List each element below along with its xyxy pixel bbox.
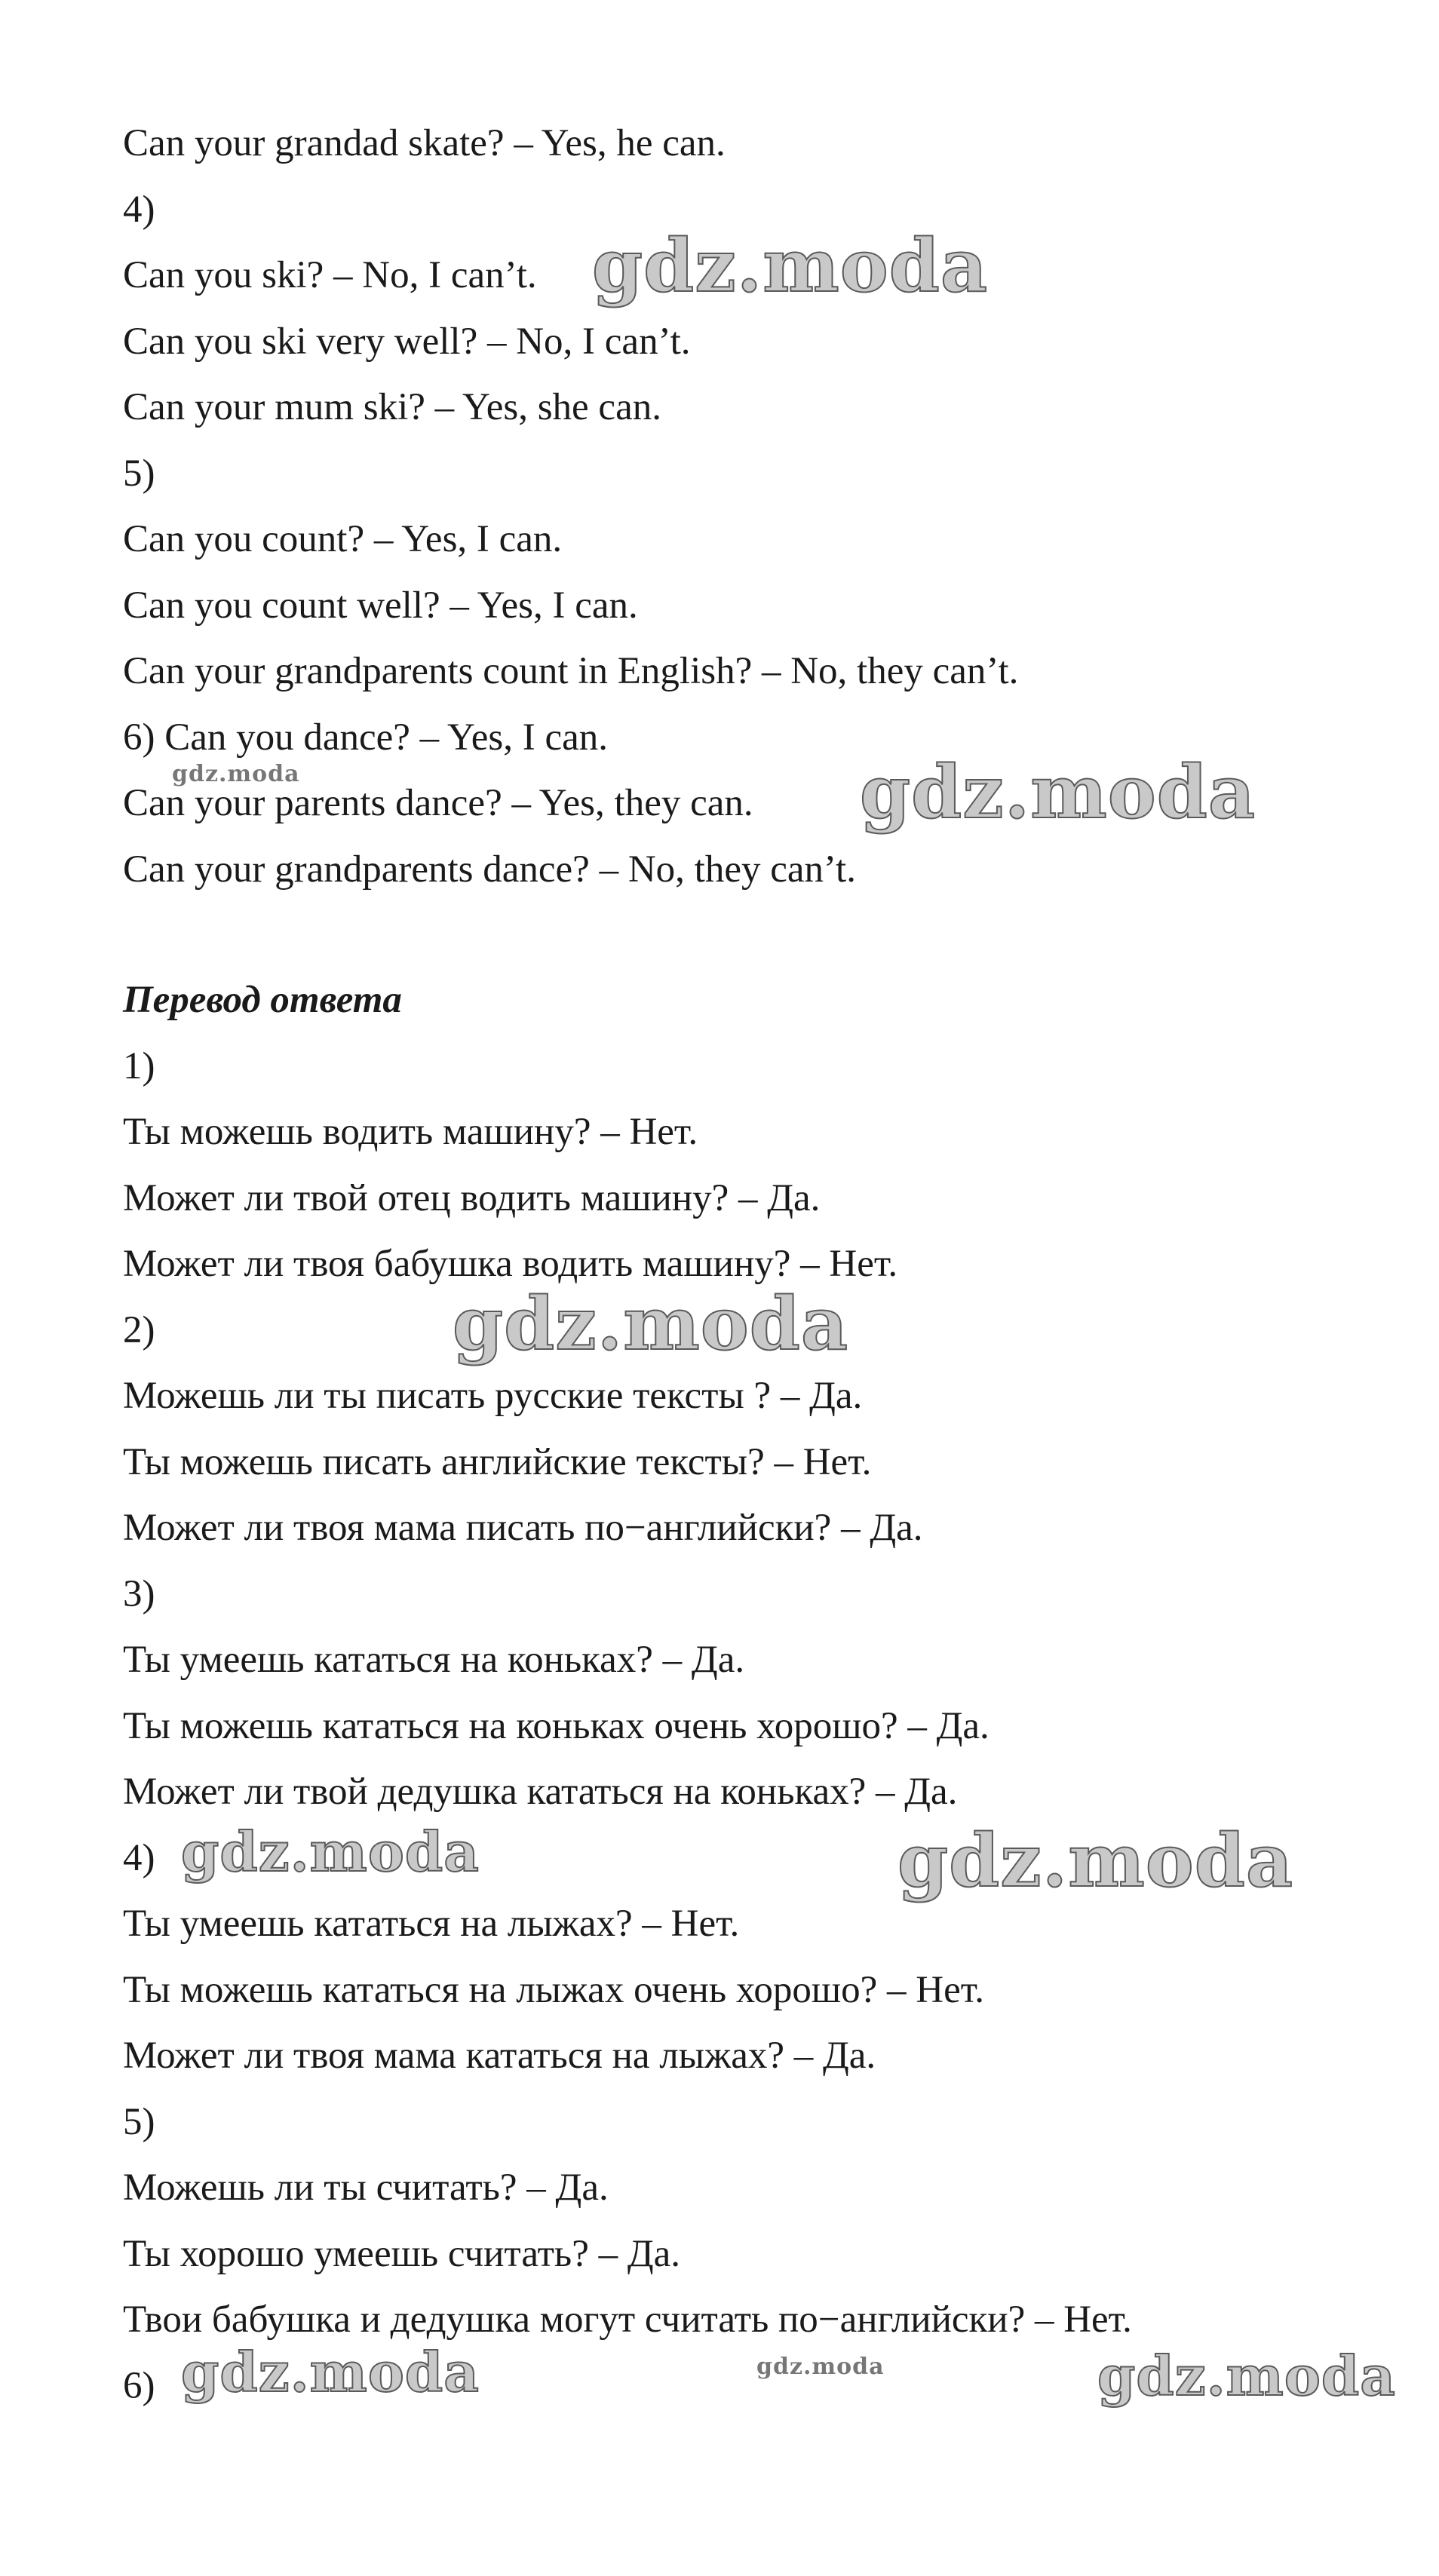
text-line: Can your mum ski? – Yes, she can. [123,386,661,428]
text-line: Ты умеешь кататься на коньках? – Да. [123,1639,745,1681]
item-number: 3) [123,1573,155,1615]
item-number: 4) [123,1837,155,1879]
text-line: Ты можешь писать английские тексты? – Нет. [123,1441,872,1483]
watermark: gdz.moda [453,1281,849,1366]
text-line: Can you ski? – No, I can’t. [123,254,537,296]
text-line: Ты можешь водить машину? – Нет. [123,1111,698,1153]
translation-heading: Перевод ответа [123,979,402,1021]
text-line: Можешь ли ты считать? – Да. [123,2167,609,2209]
text-line: Может ли твой дедушка кататься на коньках? – Да. [123,1771,958,1813]
watermark: gdz.moda [1097,2344,1396,2408]
item-number: 5) [123,2101,155,2143]
text-line: Можешь ли ты писать русские тексты ? – Да. [123,1375,863,1417]
text-line: Can your parents dance? – Yes, they can. [123,782,753,824]
text-line: Can your grandparents dance? – No, they can’t. [123,848,856,891]
text-line: Ты можешь кататься на коньках очень хорошо? – Да. [123,1705,990,1747]
text-line: 6) Can you dance? – Yes, I can. [123,716,609,759]
item-number: 2) [123,1309,155,1351]
item-number: 1) [123,1045,155,1087]
watermark: gdz.moda [592,223,989,308]
watermark: gdz.moda [172,761,300,787]
watermark: gdz.moda [181,2340,480,2404]
watermark: gdz.moda [181,1820,480,1884]
text-line: Может ли твоя мама кататься на лыжах? – Да. [123,2035,876,2077]
text-line: Может ли твоя мама писать по−английски? – Да. [123,1507,923,1549]
text-line: Can your grandparents count in English? – No, they can’t. [123,650,1019,692]
watermark: gdz.moda [897,1818,1294,1903]
watermark: gdz.moda [860,750,1256,835]
text-line: Can you count? – Yes, I can. [123,518,563,560]
item-number: 5) [123,452,155,495]
item-number: 4) [123,189,155,231]
text-line: Ты умеешь кататься на лыжах? – Нет. [123,1903,740,1945]
text-line: Ты хорошо умеешь считать? – Да. [123,2233,681,2275]
text-line: Can you ski very well? – No, I can’t. [123,320,691,363]
text-line: Твои бабушка и дедушка могут считать по−английски? – Нет. [123,2298,1132,2341]
watermark: gdz.moda [756,2354,885,2380]
text-line: Ты можешь кататься на лыжах очень хорошо? – Нет. [123,1969,984,2011]
text-line: Может ли твоя бабушка водить машину? – Нет. [123,1243,898,1285]
text-line: Can you count well? – Yes, I can. [123,584,638,627]
text-line: Может ли твой отец водить машину? – Да. [123,1177,821,1219]
text-line: Can your grandad skate? – Yes, he can. [123,122,726,164]
item-number: 6) [123,2365,155,2407]
